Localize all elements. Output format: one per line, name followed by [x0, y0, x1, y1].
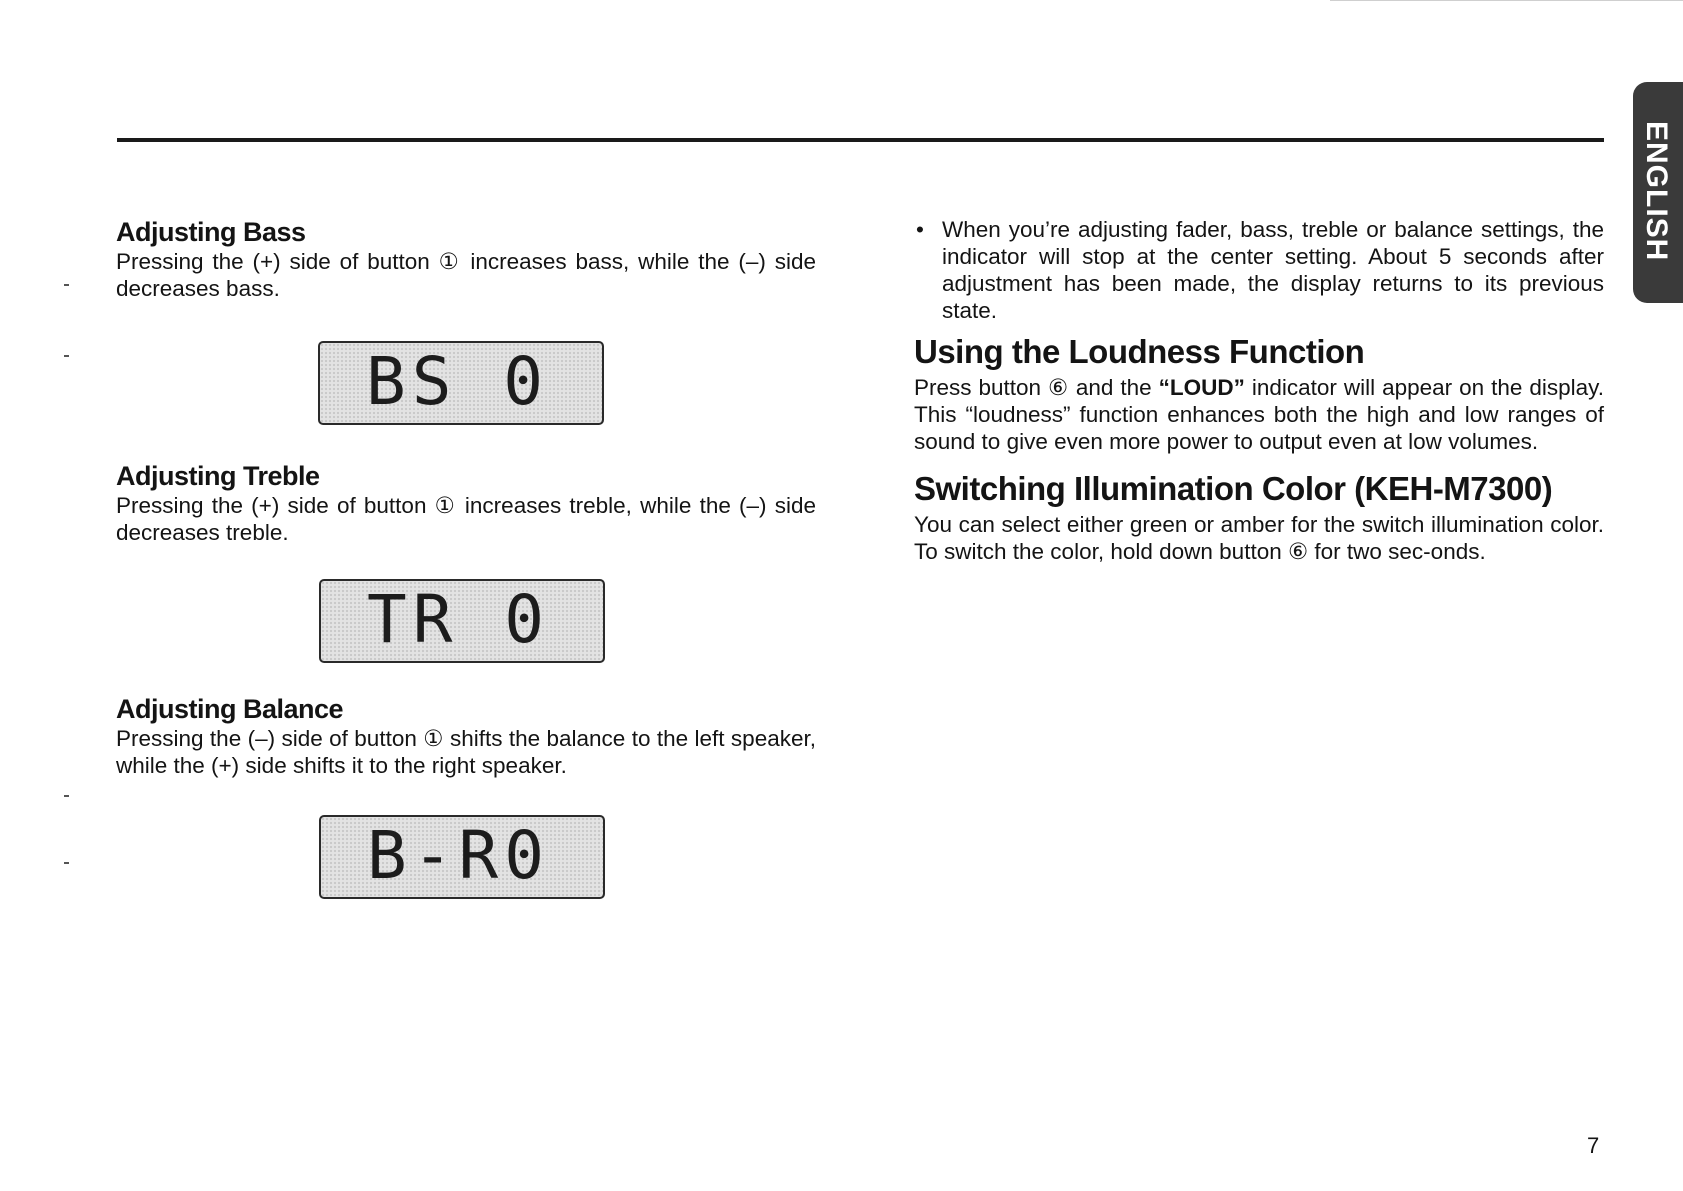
loud-indicator-label: “LOUD”: [1158, 375, 1245, 400]
language-tab-label: ENGLISH: [1640, 120, 1673, 262]
balance-section: [116, 693, 816, 779]
balance-body: Pressing the (–) side of button ① shifts the balance to the left speaker, while the (+) side shifts it to the right speaker.: [116, 726, 816, 778]
balance-heading: Adjusting Balance: [116, 694, 344, 724]
treble-body: Pressing the (+) side of button ① increases treble, while the (–) side decreases treble.: [116, 493, 816, 545]
balance-lcd-display: B-R0: [319, 815, 605, 899]
scan-speck: [64, 795, 69, 797]
scan-speck: [64, 862, 69, 864]
loudness-body: Press button ⑥ and the “LOUD” indicator will appear on the display. This “loudness” function enhances both the high and low ranges of sound to give even more power to output even at low volumes.: [914, 375, 1604, 454]
illumination-body: You can select either green or amber for the switch illumination color. To switch the color, hold down button ⑥ for two sec-onds.: [914, 512, 1604, 564]
page-number: 7: [1587, 1133, 1600, 1158]
treble-heading: Adjusting Treble: [116, 461, 320, 491]
top-edge-line: [1330, 0, 1683, 1]
note-list: [914, 216, 1604, 324]
scan-speck: [64, 284, 69, 286]
bullet-icon: •: [916, 217, 924, 242]
note-item: [914, 216, 1604, 324]
note-text: When you’re adjusting fader, bass, treble or balance settings, the indicator will stop at the center setting. About 5 seconds after adjustment has been made, the display returns to its previous state.: [942, 217, 1604, 323]
scan-speck: [64, 355, 69, 357]
treble-lcd-display: TR 0: [319, 579, 605, 663]
left-column: [116, 216, 816, 302]
loudness-heading: Using the Loudness Function: [914, 333, 1365, 370]
bass-body: Pressing the (+) side of button ① increases bass, while the (–) side decreases bass.: [116, 249, 816, 301]
right-column: [914, 216, 1604, 565]
illumination-heading: Switching Illumination Color (KEH-M7300): [914, 470, 1553, 507]
header-rule: [117, 138, 1604, 142]
treble-section: [116, 460, 816, 546]
bass-heading: Adjusting Bass: [116, 217, 306, 247]
bass-lcd-display: BS 0: [318, 341, 604, 425]
